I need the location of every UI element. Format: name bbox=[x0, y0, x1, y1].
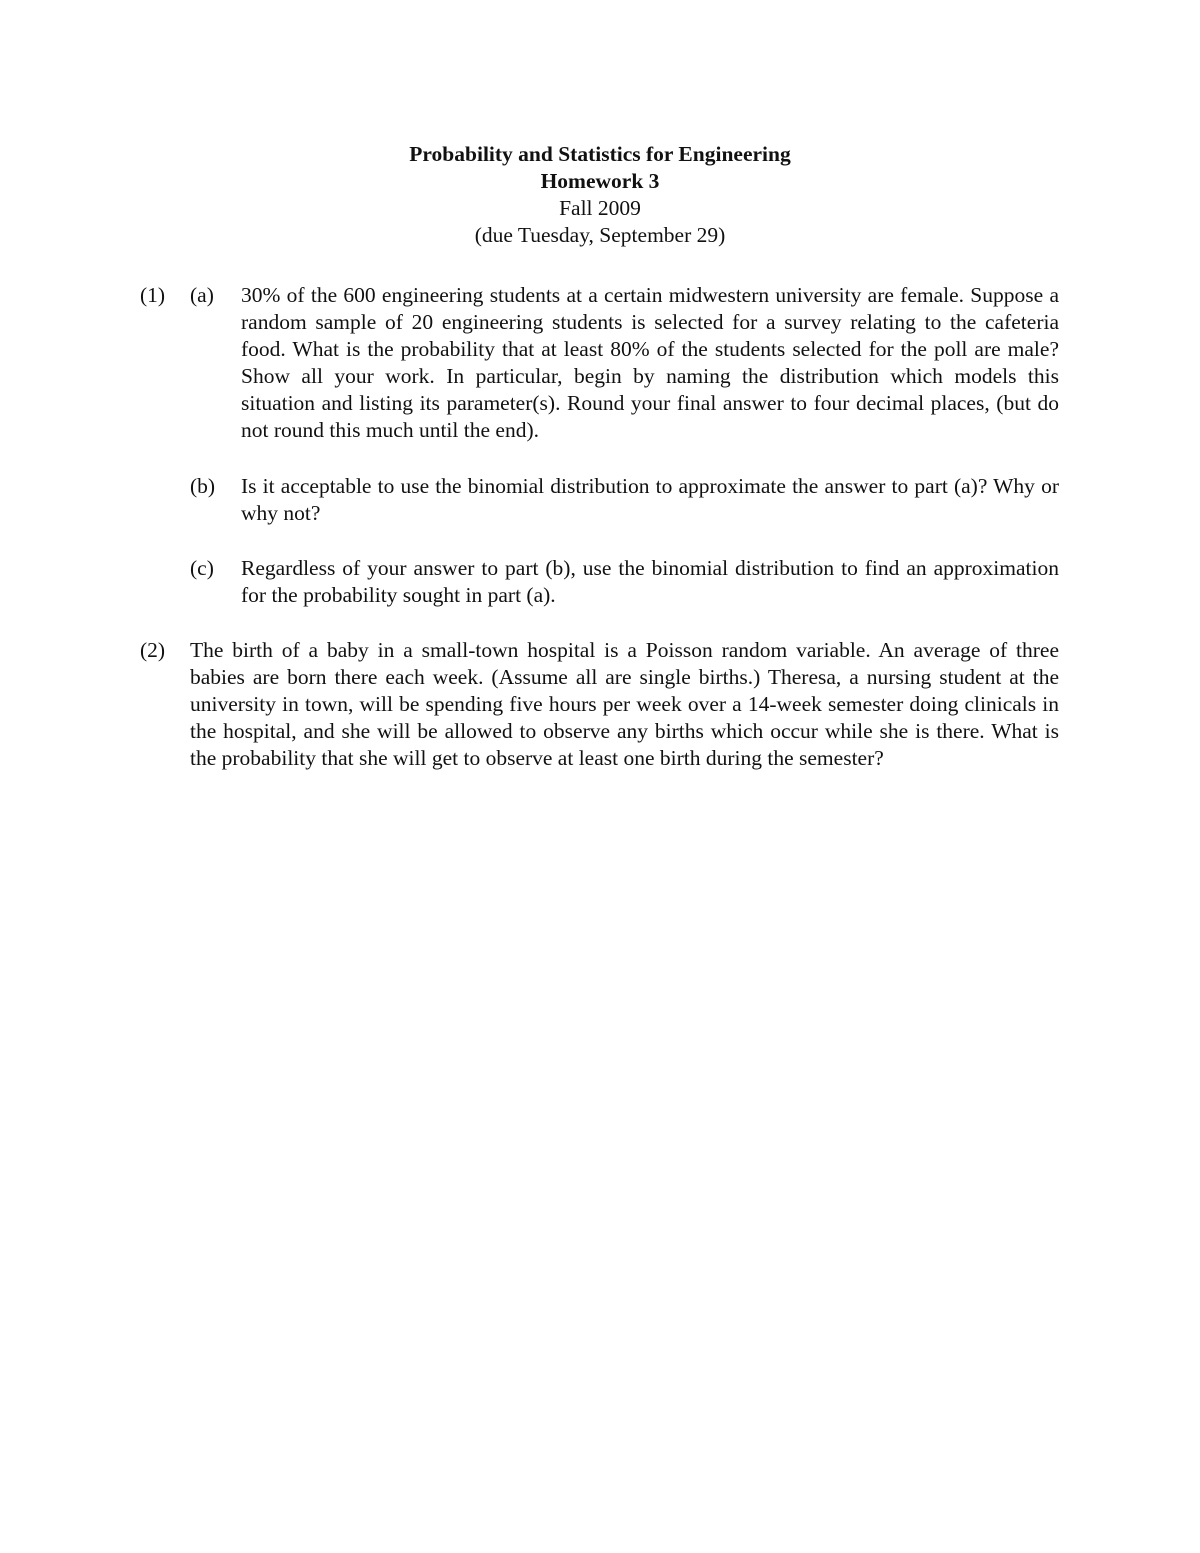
due-date: (due Tuesday, September 29) bbox=[474, 223, 726, 247]
problem-1b-label: (b) bbox=[190, 474, 216, 498]
document-header bbox=[0, 141, 1200, 249]
problem-1b-text: Is it acceptable to use the binomial distribution to approximate the answer to part (a)? Why or why not? bbox=[241, 474, 1059, 525]
problem-1a-text: 30% of the 600 engineering students at a certain midwestern university are female. Suppose a random sample of 20 engineering students is selected for a survey relating to the cafeteria food. What is the probability that at least 80% of the students selected for the poll are male? Show all your work. In particular, begin by naming the distribution which models this situation and listing its parameter(s). Round your final answer to four decimal places, (but do not round this much until the end). bbox=[241, 283, 1059, 442]
problem-1c-label: (c) bbox=[190, 556, 214, 580]
problem-2-text: The birth of a baby in a small-town hospital is a Poisson random variable. An average of three babies are born there each week. (Assume all are single births.) Theresa, a nursing student at the university in town, will be spending five hours per week over a 14-week semester doing clinicals in the hospital, and she will be allowed to observe any births which occur while she is there. What is the probability that she will get to observe at least one birth during the semester? bbox=[190, 638, 1059, 770]
problem-1-number: (1) bbox=[140, 283, 166, 307]
course-title: Probability and Statistics for Engineering bbox=[409, 142, 791, 166]
problem-1c-text: Regardless of your answer to part (b), use the binomial distribution to find an approximation for the probability sought in part (a). bbox=[241, 556, 1059, 607]
assignment-title: Homework 3 bbox=[540, 169, 660, 193]
problem-1a-label: (a) bbox=[190, 283, 214, 307]
term: Fall 2009 bbox=[559, 196, 641, 220]
problem-2-number: (2) bbox=[140, 638, 166, 662]
